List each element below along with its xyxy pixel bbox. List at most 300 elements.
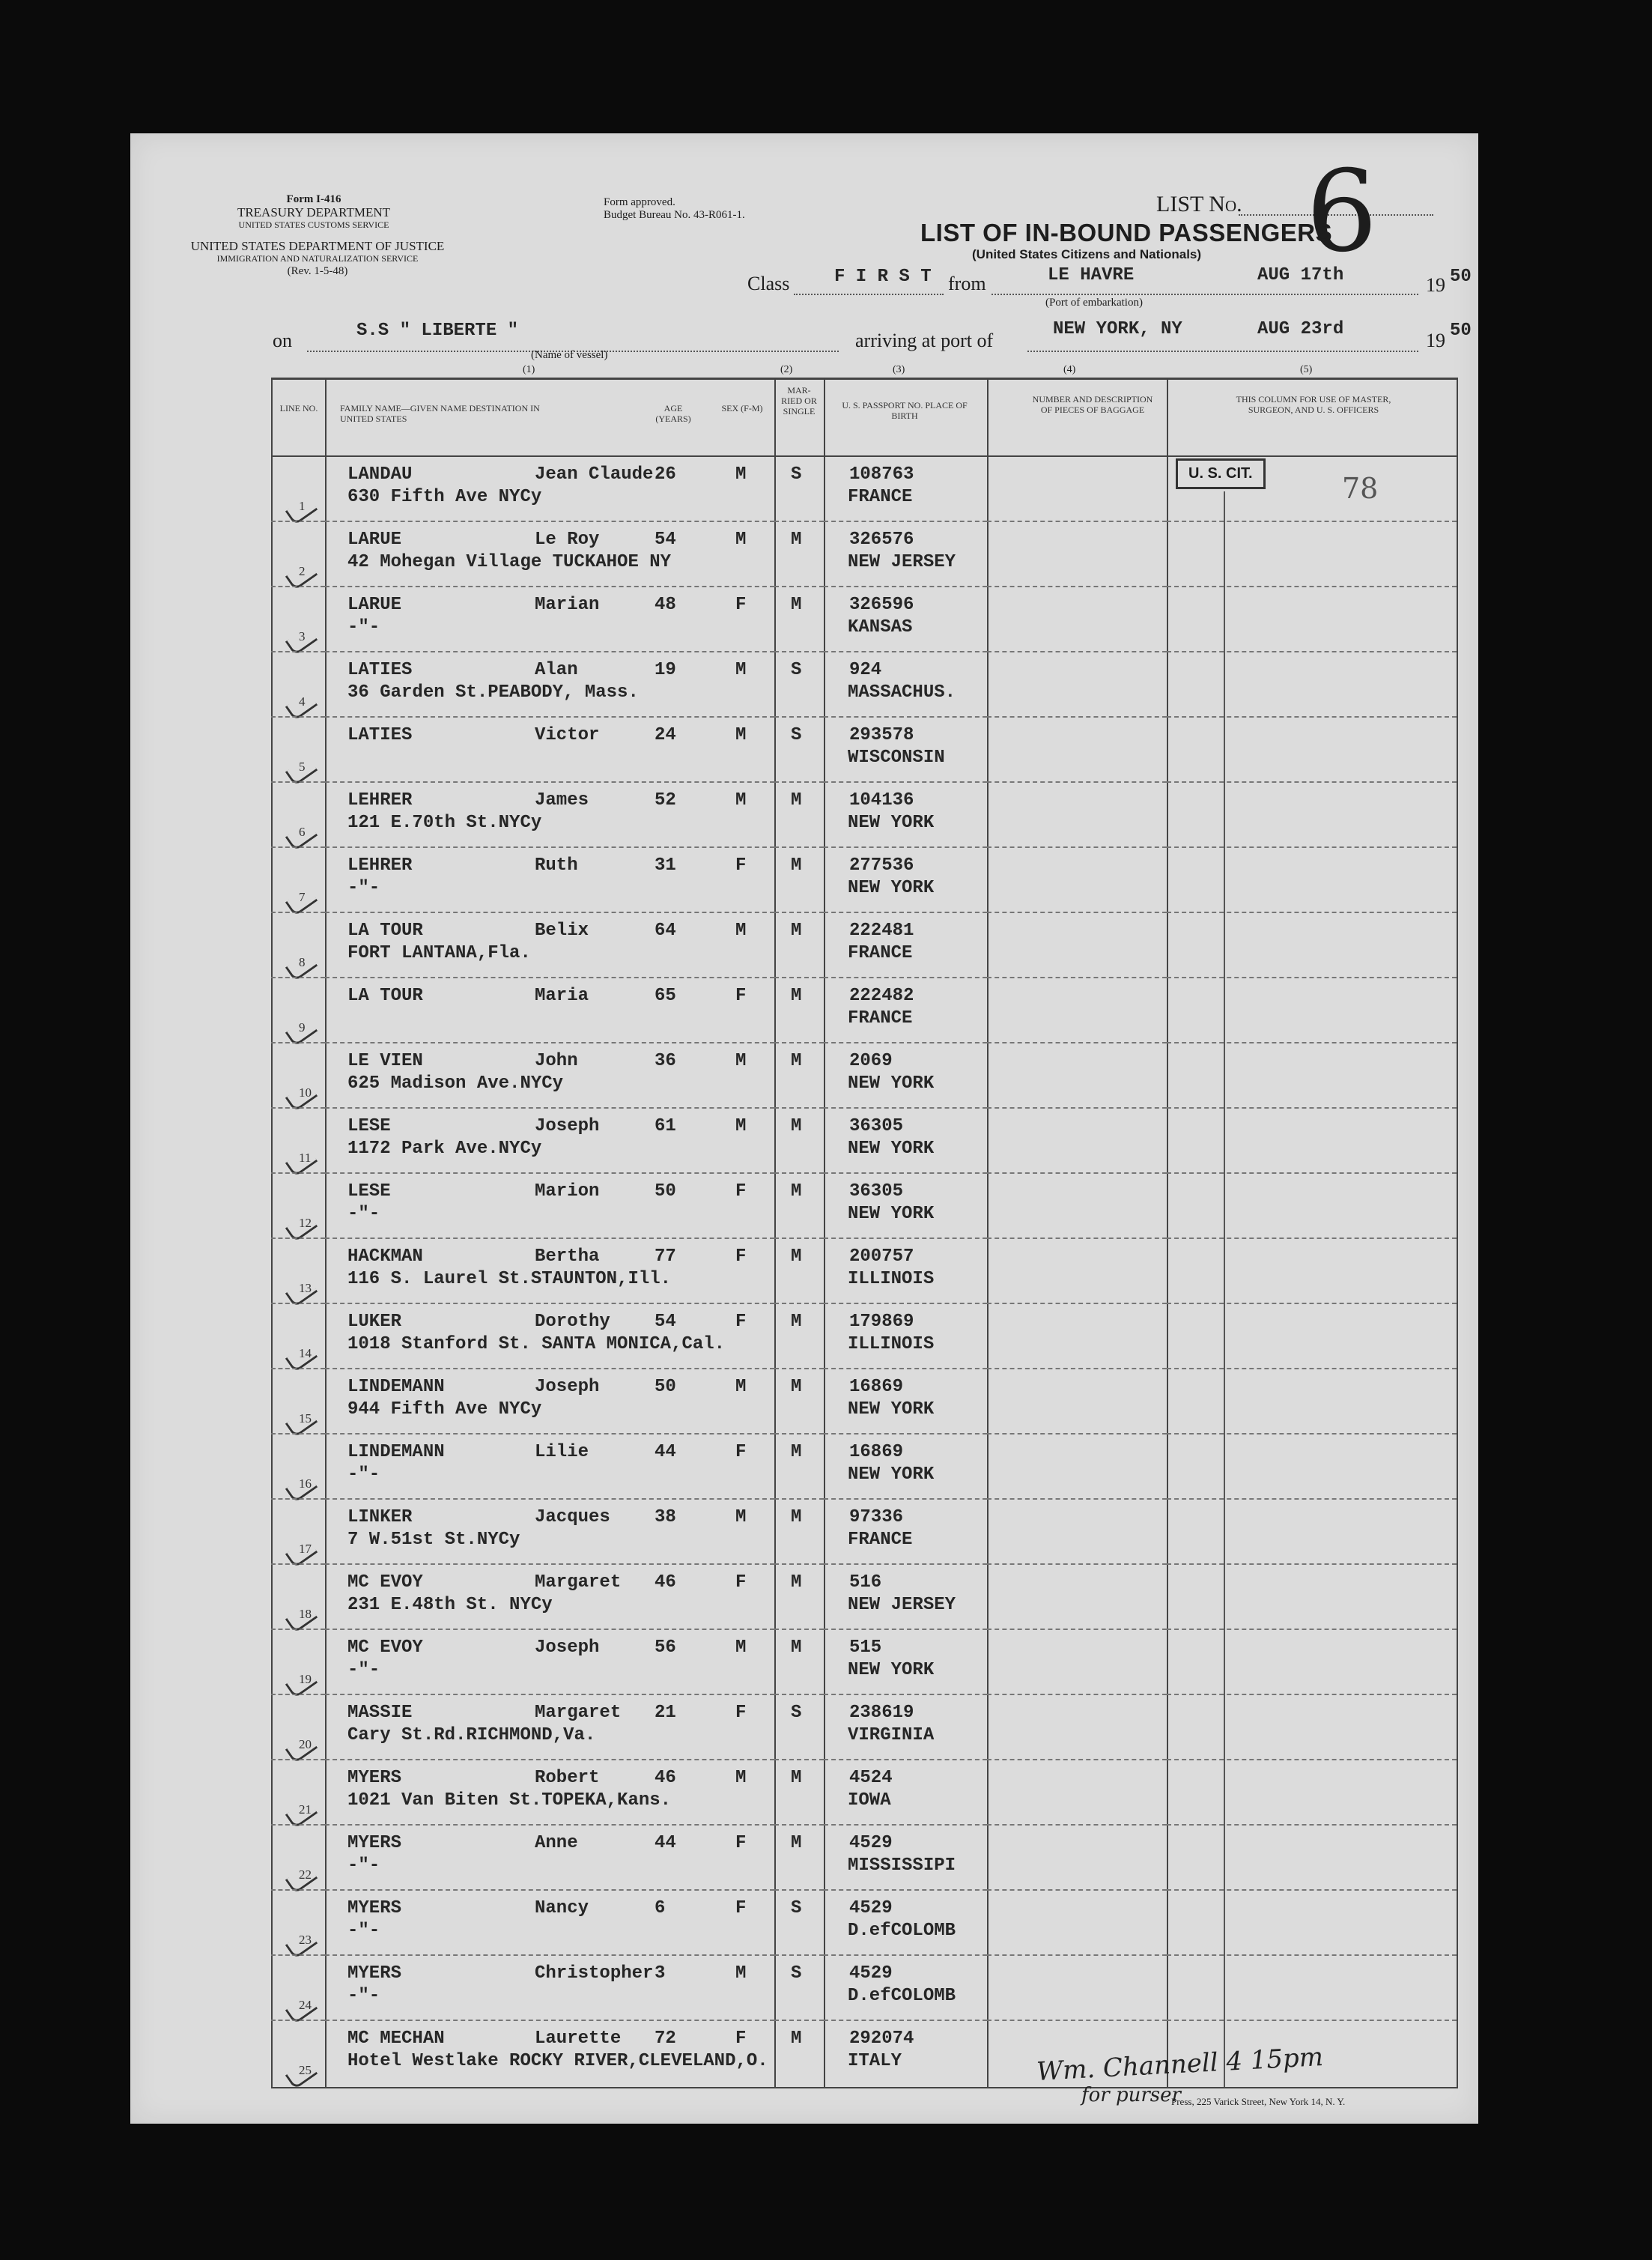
passenger-marital-status: M xyxy=(791,1768,802,1788)
line-number: 7 xyxy=(299,890,306,904)
handwritten-signature: Wm. Channell 4 15pm xyxy=(1036,2042,1324,2087)
arrival-port: NEW YORK, NY xyxy=(1053,319,1182,339)
place-of-birth: WISCONSIN xyxy=(848,748,945,768)
passenger-family-name: LARUE xyxy=(347,595,402,615)
form-approved: Form approved. xyxy=(604,196,675,208)
table-row xyxy=(130,1174,1478,1239)
line-number: 15 xyxy=(299,1411,312,1426)
passenger-sex: F xyxy=(735,1312,747,1332)
passenger-destination: 625 Madison Ave.NYCy xyxy=(347,1073,564,1094)
passenger-given-name: Joseph xyxy=(535,1638,600,1658)
passenger-marital-status: M xyxy=(791,2029,802,2049)
passport-number: 326596 xyxy=(849,595,914,615)
passenger-marital-status: M xyxy=(791,1572,802,1593)
passenger-marital-status: M xyxy=(791,1246,802,1267)
table-row xyxy=(130,1435,1478,1500)
passenger-sex: F xyxy=(735,2029,747,2049)
col-num-2: (2) xyxy=(780,364,793,375)
passenger-given-name: Dorothy xyxy=(535,1312,610,1332)
passenger-given-name: Marian xyxy=(535,595,600,615)
place-of-birth: VIRGINIA xyxy=(848,1725,935,1745)
place-of-birth: NEW YORK xyxy=(848,1073,935,1094)
passport-number: 200757 xyxy=(849,1246,914,1267)
line-number: 6 xyxy=(299,825,306,839)
place-of-birth: NEW YORK xyxy=(848,1399,935,1420)
passenger-family-name: LEHRER xyxy=(347,790,413,811)
passport-number: 16869 xyxy=(849,1377,904,1397)
place-of-birth: NEW JERSEY xyxy=(848,552,956,572)
passenger-destination: FORT LANTANA,Fla. xyxy=(347,943,531,963)
passenger-family-name: LUKER xyxy=(347,1312,402,1332)
passenger-marital-status: S xyxy=(791,1703,802,1723)
place-of-birth: MASSACHUS. xyxy=(848,682,956,703)
line-number: 12 xyxy=(299,1216,312,1230)
check-mark-icon xyxy=(285,2059,318,2089)
passenger-family-name: MYERS xyxy=(347,1898,402,1918)
passenger-family-name: MC EVOY xyxy=(347,1572,423,1593)
class-value: F I R S T xyxy=(834,267,932,287)
line-number: 1 xyxy=(299,499,306,513)
passenger-given-name: Jean Claude xyxy=(535,464,654,485)
line-number: 18 xyxy=(299,1607,312,1621)
passenger-given-name: Maria xyxy=(535,986,589,1006)
passport-number: 293578 xyxy=(849,725,914,745)
table-row xyxy=(130,1956,1478,2021)
passport-number: 924 xyxy=(849,660,882,680)
passport-number: 16869 xyxy=(849,1442,904,1462)
arrival-date: AUG 23rd xyxy=(1257,319,1344,339)
passport-number: 238619 xyxy=(849,1703,914,1723)
table-row xyxy=(130,1826,1478,1891)
passenger-destination: 121 E.70th St.NYCy xyxy=(347,813,542,833)
passenger-sex: F xyxy=(735,1898,747,1918)
line-number: 22 xyxy=(299,1867,312,1882)
passenger-destination: -"- xyxy=(347,878,380,898)
passenger-destination: Hotel Westlake ROCKY RIVER,CLEVELAND,O. xyxy=(347,2051,768,2071)
passenger-sex: F xyxy=(735,1181,747,1202)
passenger-marital-status: M xyxy=(791,1507,802,1527)
table-row xyxy=(130,1695,1478,1760)
passenger-age: 48 xyxy=(655,595,676,615)
arrival-year: 50 xyxy=(1450,321,1472,341)
passenger-marital-status: M xyxy=(791,1116,802,1136)
passport-number: 515 xyxy=(849,1638,882,1658)
from-label: from xyxy=(948,273,986,294)
vessel-note: (Name of vessel) xyxy=(531,349,608,361)
passenger-age: 26 xyxy=(655,464,676,485)
table-row xyxy=(130,522,1478,587)
line-number: 25 xyxy=(299,2063,312,2077)
passenger-destination: -"- xyxy=(347,1986,380,2006)
passenger-given-name: Ruth xyxy=(535,855,578,876)
passenger-sex: F xyxy=(735,986,747,1006)
passenger-sex: M xyxy=(735,725,747,745)
passenger-given-name: Victor xyxy=(535,725,600,745)
vessel-name: S.S " LIBERTE " xyxy=(356,321,519,341)
arriving-label: arriving at port of xyxy=(855,330,994,351)
passenger-family-name: MC EVOY xyxy=(347,1638,423,1658)
passport-number: 4529 xyxy=(849,1833,893,1853)
passenger-family-name: LINKER xyxy=(347,1507,413,1527)
passenger-family-name: MYERS xyxy=(347,1768,402,1788)
line-number: 21 xyxy=(299,1802,312,1817)
place-of-birth: NEW YORK xyxy=(848,1464,935,1485)
col-num-5: (5) xyxy=(1300,364,1313,375)
passenger-destination: 116 S. Laurel St.STAUNTON,Ill. xyxy=(347,1269,672,1289)
line-number: 3 xyxy=(299,629,306,643)
passenger-given-name: Le Roy xyxy=(535,530,600,550)
passenger-destination: -"- xyxy=(347,617,380,637)
table-row xyxy=(130,1109,1478,1174)
passenger-destination: 630 Fifth Ave NYCy xyxy=(347,487,542,507)
table-row xyxy=(130,848,1478,913)
passport-number: 97336 xyxy=(849,1507,904,1527)
passenger-destination: 1018 Stanford St. SANTA MONICA,Cal. xyxy=(347,1334,726,1354)
passport-number: 4529 xyxy=(849,1963,893,1984)
passenger-family-name: LARUE xyxy=(347,530,402,550)
passenger-marital-status: S xyxy=(791,1963,802,1984)
passenger-destination: -"- xyxy=(347,1660,380,1680)
passenger-family-name: LA TOUR xyxy=(347,986,423,1006)
passenger-age: 3 xyxy=(655,1963,666,1984)
passenger-given-name: Anne xyxy=(535,1833,578,1853)
passenger-family-name: LEHRER xyxy=(347,855,413,876)
passenger-marital-status: S xyxy=(791,725,802,745)
passenger-age: 24 xyxy=(655,725,676,745)
place-of-birth: FRANCE xyxy=(848,487,913,507)
treasury-dept: TREASURY DEPARTMENT xyxy=(237,205,391,219)
passport-number: 36305 xyxy=(849,1181,904,1202)
passport-number: 108763 xyxy=(849,464,914,485)
table-bottom-rule xyxy=(271,2087,1458,2088)
passenger-marital-status: M xyxy=(791,790,802,811)
passenger-destination: 1172 Park Ave.NYCy xyxy=(347,1139,542,1159)
form-approval xyxy=(604,196,745,222)
justice-dept: UNITED STATES DEPARTMENT OF JUSTICE xyxy=(190,239,445,253)
passenger-sex: M xyxy=(735,1051,747,1071)
table-row xyxy=(130,1239,1478,1304)
passenger-age: 72 xyxy=(655,2029,676,2049)
passenger-family-name: MYERS xyxy=(347,1833,402,1853)
col-baggage: NUMBER AND DESCRIPTION OF PIECES OF BAGGAGE xyxy=(1032,394,1153,415)
passenger-family-name: LESE xyxy=(347,1116,391,1136)
table-row xyxy=(130,652,1478,718)
passport-number: 222481 xyxy=(849,921,914,941)
line-number: 24 xyxy=(299,1998,312,2012)
col-line-no: LINE NO. xyxy=(279,403,318,413)
table-row xyxy=(130,1304,1478,1369)
passenger-marital-status: S xyxy=(791,464,802,485)
page-title: LIST OF IN-BOUND PASSENGERS xyxy=(920,219,1333,246)
col-age: AGE (YEARS) xyxy=(655,403,691,424)
place-of-birth: ILLINOIS xyxy=(848,1269,935,1289)
line-number: 14 xyxy=(299,1346,312,1360)
passenger-given-name: Laurette xyxy=(535,2029,622,2049)
passport-number: 277536 xyxy=(849,855,914,876)
passenger-destination: 36 Garden St.PEABODY, Mass. xyxy=(347,682,639,703)
passenger-marital-status: M xyxy=(791,1312,802,1332)
passenger-sex: M xyxy=(735,464,747,485)
passenger-destination: 7 W.51st St.NYCy xyxy=(347,1530,520,1550)
page-subtitle: (United States Citizens and Nationals) xyxy=(972,247,1202,261)
place-of-birth: NEW YORK xyxy=(848,1204,935,1224)
passenger-destination: 944 Fifth Ave NYCy xyxy=(347,1399,542,1420)
table-row xyxy=(130,587,1478,652)
year-prefix: 19 xyxy=(1426,330,1445,351)
place-of-birth: NEW YORK xyxy=(848,813,935,833)
passenger-marital-status: M xyxy=(791,1833,802,1853)
passenger-given-name: James xyxy=(535,790,589,811)
passenger-family-name: LATIES xyxy=(347,725,413,745)
passenger-marital-status: M xyxy=(791,595,802,615)
table-row xyxy=(130,457,1478,522)
passenger-destination: 231 E.48th St. NYCy xyxy=(347,1595,553,1615)
passenger-given-name: Margaret xyxy=(535,1572,622,1593)
port-of-embarkation: LE HAVRE xyxy=(1048,265,1135,285)
passenger-age: 54 xyxy=(655,530,676,550)
count-note: 78 xyxy=(1342,472,1379,505)
passenger-age: 38 xyxy=(655,1507,676,1527)
passenger-family-name: LINDEMANN xyxy=(347,1442,445,1462)
passenger-given-name: Margaret xyxy=(535,1703,622,1723)
passenger-family-name: HACKMAN xyxy=(347,1246,423,1267)
departure-year: 50 xyxy=(1450,267,1472,287)
passenger-sex: M xyxy=(735,1377,747,1397)
passenger-given-name: Alan xyxy=(535,660,578,680)
passenger-given-name: Bertha xyxy=(535,1246,600,1267)
passport-number: 36305 xyxy=(849,1116,904,1136)
passenger-marital-status: M xyxy=(791,530,802,550)
passenger-age: 36 xyxy=(655,1051,676,1071)
table-row xyxy=(130,913,1478,978)
line-number: 11 xyxy=(299,1151,312,1165)
passenger-marital-status: S xyxy=(791,1898,802,1918)
passenger-sex: M xyxy=(735,790,747,811)
form-number: Form I-416 xyxy=(286,193,341,205)
list-number: 6 xyxy=(1306,147,1378,277)
printer-imprint: Press, 225 Varick Street, New York 14, N. Y. xyxy=(1171,2096,1346,2107)
passenger-age: 44 xyxy=(655,1442,676,1462)
place-of-birth: FRANCE xyxy=(848,1008,913,1028)
table-row xyxy=(130,978,1478,1043)
place-of-birth: FRANCE xyxy=(848,1530,913,1550)
passenger-sex: M xyxy=(735,530,747,550)
passenger-age: 46 xyxy=(655,1768,676,1788)
passenger-given-name: Christopher xyxy=(535,1963,654,1984)
line-number: 5 xyxy=(299,760,306,774)
passenger-age: 44 xyxy=(655,1833,676,1853)
passenger-family-name: MYERS xyxy=(347,1963,402,1984)
passenger-age: 61 xyxy=(655,1116,676,1136)
line-number: 4 xyxy=(299,694,306,709)
table-top-rule xyxy=(271,378,1458,380)
place-of-birth: FRANCE xyxy=(848,943,913,963)
passenger-marital-status: M xyxy=(791,1181,802,1202)
place-of-birth: ILLINOIS xyxy=(848,1334,935,1354)
revision-date: (Rev. 1-5-48) xyxy=(287,265,348,277)
passenger-sex: M xyxy=(735,921,747,941)
passenger-age: 50 xyxy=(655,1181,676,1202)
us-citizen-stamp: U. S. CIT. xyxy=(1176,458,1266,489)
place-of-birth: IOWA xyxy=(848,1790,891,1811)
passenger-sex: F xyxy=(735,595,747,615)
table-row xyxy=(130,1043,1478,1109)
passenger-family-name: LA TOUR xyxy=(347,921,423,941)
passenger-age: 77 xyxy=(655,1246,676,1267)
form-info xyxy=(235,193,392,231)
place-of-birth: KANSAS xyxy=(848,617,913,637)
col-num-4: (4) xyxy=(1063,364,1076,375)
passenger-given-name: Joseph xyxy=(535,1116,600,1136)
passenger-family-name: LATIES xyxy=(347,660,413,680)
passenger-age: 46 xyxy=(655,1572,676,1593)
justice-info xyxy=(168,240,467,278)
passport-number: 2069 xyxy=(849,1051,893,1071)
passenger-sex: F xyxy=(735,1833,747,1853)
passenger-sex: F xyxy=(735,855,747,876)
customs-service: UNITED STATES CUSTOMS SERVICE xyxy=(238,219,389,230)
passenger-given-name: Joseph xyxy=(535,1377,600,1397)
place-of-birth: D.efCOLOMB xyxy=(848,1986,956,2006)
place-of-birth: NEW JERSEY xyxy=(848,1595,956,1615)
place-of-birth: NEW YORK xyxy=(848,1139,935,1159)
passport-number: 104136 xyxy=(849,790,914,811)
line-number: 9 xyxy=(299,1020,306,1034)
passenger-destination: -"- xyxy=(347,1855,380,1876)
table-row xyxy=(130,783,1478,848)
place-of-birth: D.efCOLOMB xyxy=(848,1921,956,1941)
port-note: (Port of embarkation) xyxy=(1045,297,1143,309)
table-row xyxy=(130,1565,1478,1630)
departure-date: AUG 17th xyxy=(1257,265,1344,285)
table-row xyxy=(130,718,1478,783)
passenger-age: 19 xyxy=(655,660,676,680)
passenger-sex: F xyxy=(735,1572,747,1593)
passenger-family-name: MASSIE xyxy=(347,1703,413,1723)
passenger-age: 52 xyxy=(655,790,676,811)
passport-number: 4524 xyxy=(849,1768,893,1788)
col-officers: THIS COLUMN FOR USE OF MASTER, SURGEON, AND U. S. OFFICERS xyxy=(1236,394,1391,415)
passenger-age: 64 xyxy=(655,921,676,941)
immigration-service: IMMIGRATION AND NATURALIZATION SERVICE xyxy=(216,253,419,264)
place-of-birth: NEW YORK xyxy=(848,1660,935,1680)
line-number: 19 xyxy=(299,1672,312,1686)
passport-number: 326576 xyxy=(849,530,914,550)
passenger-family-name: MC MECHAN xyxy=(347,2029,445,2049)
passport-number: 516 xyxy=(849,1572,882,1593)
passenger-given-name: John xyxy=(535,1051,578,1071)
line-number: 8 xyxy=(299,955,306,969)
line-number: 10 xyxy=(299,1085,312,1100)
line-number: 23 xyxy=(299,1933,312,1947)
line-number: 16 xyxy=(299,1476,312,1491)
col-num-1: (1) xyxy=(523,364,535,375)
passenger-age: 65 xyxy=(655,986,676,1006)
passenger-sex: M xyxy=(735,1507,747,1527)
passenger-destination: -"- xyxy=(347,1921,380,1941)
passenger-sex: M xyxy=(735,1638,747,1658)
passenger-sex: F xyxy=(735,1442,747,1462)
col-sex: SEX (F-M) xyxy=(721,403,763,413)
line-number: 13 xyxy=(299,1281,312,1295)
passenger-given-name: Robert xyxy=(535,1768,600,1788)
passenger-age: 21 xyxy=(655,1703,676,1723)
passenger-sex: M xyxy=(735,1963,747,1984)
line-number: 20 xyxy=(299,1737,312,1751)
line-number: 17 xyxy=(299,1542,312,1556)
line-number: 2 xyxy=(299,564,306,578)
passenger-age: 50 xyxy=(655,1377,676,1397)
passenger-marital-status: M xyxy=(791,921,802,941)
passenger-sex: F xyxy=(735,1703,747,1723)
passenger-marital-status: M xyxy=(791,1442,802,1462)
passenger-destination: 42 Mohegan Village TUCKAHOE NY xyxy=(347,552,672,572)
passenger-marital-status: S xyxy=(791,660,802,680)
place-of-birth: NEW YORK xyxy=(848,878,935,898)
passenger-marital-status: M xyxy=(791,986,802,1006)
year-prefix: 19 xyxy=(1426,274,1445,296)
passenger-sex: F xyxy=(735,1246,747,1267)
passenger-age: 31 xyxy=(655,855,676,876)
passenger-sex: M xyxy=(735,660,747,680)
class-label: Class xyxy=(747,273,790,294)
handwritten-note: for purser xyxy=(1081,2084,1181,2106)
passenger-sex: M xyxy=(735,1768,747,1788)
passenger-marital-status: M xyxy=(791,1051,802,1071)
passenger-age: 6 xyxy=(655,1898,666,1918)
passenger-manifest-page xyxy=(130,133,1478,2124)
col-passport: U. S. PASSPORT NO. PLACE OF BIRTH xyxy=(842,400,968,421)
table-row xyxy=(130,1500,1478,1565)
passenger-given-name: Jacques xyxy=(535,1507,610,1527)
passenger-given-name: Nancy xyxy=(535,1898,589,1918)
passenger-given-name: Lilie xyxy=(535,1442,589,1462)
place-of-birth: MISSISSIPI xyxy=(848,1855,956,1876)
col-num-3: (3) xyxy=(893,364,905,375)
passenger-marital-status: M xyxy=(791,1377,802,1397)
passport-number: 4529 xyxy=(849,1898,893,1918)
on-label: on xyxy=(273,330,292,351)
passport-number: 179869 xyxy=(849,1312,914,1332)
passenger-given-name: Marion xyxy=(535,1181,600,1202)
place-of-birth: ITALY xyxy=(848,2051,902,2071)
table-row xyxy=(130,1630,1478,1695)
passenger-sex: M xyxy=(735,1116,747,1136)
passenger-destination: Cary St.Rd.RICHMOND,Va. xyxy=(347,1725,596,1745)
table-row xyxy=(130,1760,1478,1826)
passenger-given-name: Belix xyxy=(535,921,589,941)
passenger-age: 54 xyxy=(655,1312,676,1332)
col-name: FAMILY NAME—GIVEN NAME DESTINATION IN UNITED STATES xyxy=(340,403,540,424)
passenger-age: 56 xyxy=(655,1638,676,1658)
passenger-family-name: LE VIEN xyxy=(347,1051,423,1071)
passenger-family-name: LESE xyxy=(347,1181,391,1202)
col-married: MAR- RIED OR SINGLE xyxy=(781,385,817,416)
passenger-destination: -"- xyxy=(347,1464,380,1485)
table-row xyxy=(130,1891,1478,1956)
table-row xyxy=(130,1369,1478,1435)
budget-bureau: Budget Bureau No. 43-R061-1. xyxy=(604,209,745,221)
passport-number: 292074 xyxy=(849,2029,914,2049)
passenger-family-name: LINDEMANN xyxy=(347,1377,445,1397)
passport-number: 222482 xyxy=(849,986,914,1006)
passenger-family-name: LANDAU xyxy=(347,464,413,485)
passenger-marital-status: M xyxy=(791,1638,802,1658)
passenger-destination: 1021 Van Biten St.TOPEKA,Kans. xyxy=(347,1790,672,1811)
passenger-destination: -"- xyxy=(347,1204,380,1224)
list-no-label: LIST No. xyxy=(1156,192,1242,216)
passenger-marital-status: M xyxy=(791,855,802,876)
